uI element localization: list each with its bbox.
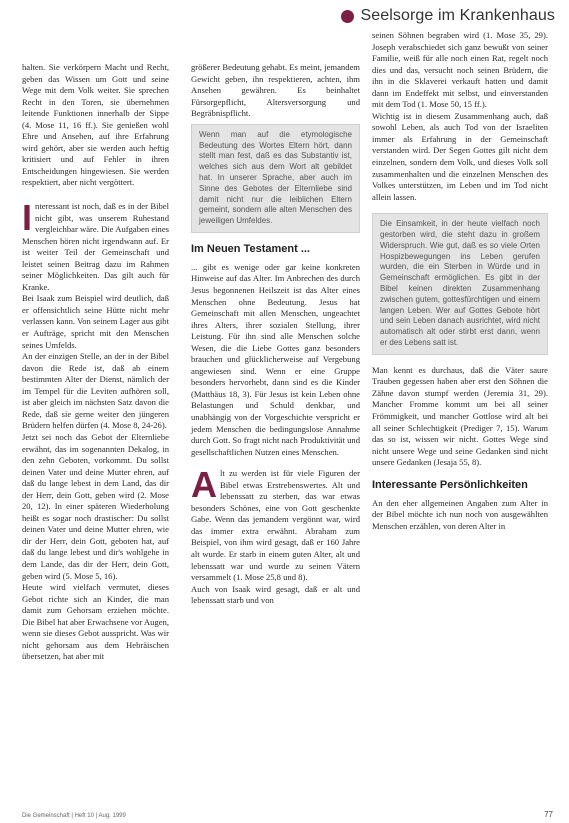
paragraph: halten. Sie verkörpern Macht und Recht, geben das Wissen um Gott und seine Wege mit dem Volk weiter. Sie sprechen Recht in den Toren, sie übernehmen leitende Funktionen innerhalb der Sippe (4. Mose 11, 16 ff.). Sie genießen wohl Ehre und Ansehen, auf ihre Erfahrung wird gehört, aber sie werden auch heftig kritisiert und auf Fehler in ihren Entscheidungen hingewiesen. Sie werden respektiert, aber nicht vergöttert. xyxy=(22,62,169,188)
section-title: Seelsorge im Krankenhaus xyxy=(360,7,555,24)
section-heading: Im Neuen Testament ... xyxy=(191,242,310,255)
paragraph: größerer Bedeutung gehabt. Es meint, jemandem Gewicht geben, ihn respektieren, achten, ihm Ansehen gewähren. Es beinhaltet Fürsorgepflicht, Altersversorgung und Begräbnispflicht. xyxy=(191,62,360,119)
paragraph: An der einzigen Stelle, an der in der Bibel davon die Rede ist, daß ab einem bestimmten Alter der Dienst, nämlich der im Tempel für die Leviten aufhören soll, ist aber gleich im nächsten Satz davon die Rede, daß sie gerne weiter den jüngeren Brüdern helfen dürfen (4. Mose 8, 24-26). xyxy=(22,351,169,431)
page-number: 77 xyxy=(544,810,553,819)
paragraph: ... gibt es wenige oder gar keine konkreten Hinweise auf das Alter. Im Anbrechen des durch Jesus begonnenen Heilszeit ist das Alter eines Menschen ohne Bedeutung. Jesus hat Gemeinschaft mit allen Menschen, ungeachtet ihres Alters, ihrer sozialen Stellung, ihrer Leistung. Für ihn sind alle Menschen solche Wesen, die die Liebe Gottes ganz besonders brauchen und glücklicherweise auf Vergebung angewiesen sind. Wenn er eine Gruppe besonders hervorhebt, dann sind es die Kinder (Matthäus 18, 3). Für Jesus ist kein Leben ohne Belastungen und Schuld denkbar, und unabhängig von der Vorgeschichte verspricht er jedem Menschen die bedingungslose Annahme durch Gott. So fragt nicht nach Produktivität und gesellschaftlichen Nutzen eines Menschen. xyxy=(191,261,360,457)
paragraph xyxy=(191,464,360,583)
section-dot-icon xyxy=(341,10,354,23)
drop-cap: I xyxy=(22,197,33,239)
paragraph-text: lt zu werden ist für viele Figuren der Bibel etwas Erstrebenswertes. Alt und lebenssatt zu sterben, das war etwas besonders Schönes, eine von Gott geschenkte Gabe. Wenn das jemandem vergönnt war, wird das immer extra erwähnt. Abraham zum Beispiel, von ihm wird gesagt, daß er 160 Jahre alt wurde. Er starb in einem guten Alter, alt und lebenssatt war und wurde zu seinen Vätern versammelt (1. Mose 25,8 und 8). xyxy=(191,468,360,583)
section-header xyxy=(341,4,555,28)
paragraph: Bei Isaak zum Beispiel wird deutlich, daß er offensichtlich seine Hütte nicht mehr verlassen kann. Von seinem Lager aus gibt er Aufträge, spricht mit den Menschen seines Umfelds. xyxy=(22,293,169,350)
text-column-1 xyxy=(22,62,169,663)
text-column-2 xyxy=(191,62,360,607)
footer-publication: Die Gemeinschaft | Heft 10 | Aug. 1999 xyxy=(22,813,126,819)
paragraph: Jetzt sei noch das Gebot der Elternliebe erwähnt, das im sogenannten Dekalog, in den zehn Geboten, vorkommt. Du sollst deinen Vater und deine Mutter ehren, auf daß du lange lebest in dem Land, das dir der Herr, dein Gott, geben wird (2. Mose 20, 12). In einer späteren Wiederholung heißt es sogar noch drastischer: Du sollst deinen Vater und deine Mutter ehren, wie dir der Herr, dein Gott, geboten hat, auf daß du lange lebest und dir's wohlgehe in dem Lande, das dir der Herr, dein Gott, geben wird (5. Mose 5, 16). xyxy=(22,431,169,581)
paragraph xyxy=(22,197,169,293)
paragraph: seinen Söhnen begraben wird (1. Mose 35, 29). Joseph verabschiedet sich ganz bewußt von seiner Familie, weiß für alle noch einen Rat, regelt noch dies und das, versucht noch seinen Brüdern, die ihn in die Sklaverei verkauft hatten und damit dann im Endeffekt mit selbst, und einverstanden mit dem Tod (1. Mose 50, 15 ff.). xyxy=(372,30,548,110)
paragraph-text: nteressant ist noch, daß es in der Bibel nicht gibt, was unserem Ruhestand vergleichbar wäre. Die Aufgaben eines Menschen hören nicht irgendwann auf. Er ist weiter Teil der Gemeinschaft und leistet seinen Beitrag dazu im Rahmen seiner Möglichkeiten. Das gilt auch für Kranke. xyxy=(22,201,169,292)
drop-cap: A xyxy=(191,464,217,506)
highlight-box: Wenn man auf die etymologische Bedeutung des Wortes Eltern hört, dann stellt man fest, daß es das Substantiv ist, welches sich aus dem Wort alt gebildet hat. In unserer Sprache, aber auch im Sinne des Gebotes der Elternliebe sind damit nicht nur die leiblichen Eltern gemeint, sondern alle alten Menschen des jeweiligen Umfeldes. xyxy=(191,124,360,233)
text-column-3 xyxy=(372,30,548,532)
section-heading: Interessante Persönlichkeiten xyxy=(372,478,528,491)
highlight-box: Die Einsamkeit, in der heute vielfach noch gestorben wird, die steht dazu in großem Widerspruch. Wie gut, daß es so viele Orten Hospizbewegungen ins Leben gerufen wurden, die ein Sterben in Würde und in Gemeinschaft ermöglichen. Es gibt in der Bibel keinen direkten Zusammenhang zwischen gutem, gottesfürchtigen und einem langen Leben. Wer auf Gottes Gebote hört und sein Leben danach ausrichtet, wird nicht automatisch alt oder stirbt erst dann, wenn er des Lebens satt ist. xyxy=(372,213,548,355)
paragraph: Wichtig ist in diesem Zusammenhang auch, daß sowohl Leben, als auch Tod von der Israeliten immer als Erfahrung in der Gemeinschaft verstanden wird. Der Segen Gottes gilt nicht dem einzelnen, sondern dem Volk, und dieses Volk soll zusammenhalten und die einzelnen Menschen des Volkes unterstützen, im Leben und im Tod nicht allein lassen. xyxy=(372,110,548,202)
paragraph: Heute wird vielfach vermutet, dieses Gebot richte sich an Kinder, die man damit zum Gehorsam erziehen möchte. Die Bibel hat aber Erwachsene vor Augen, wenn sie dieses Gebot ausspricht. Was wir nicht gehorsam aus dem Hebräischen übersetzen, hat aber mit xyxy=(22,582,169,662)
paragraph: Man kennt es durchaus, daß die Väter saure Trauben gegessen haben aber erst den Söhnen die Zähne davon stumpf werden (Jeremia 31, 29). Mancher Fromme kommt um bei all seiner Frömmigkeit, und mancher Gottlose wird alt bei all seiner Schlechtigkeit (Prediger 7, 15). Warum das so ist, wissen wir nicht. Gottes Wege sind nicht unsere Wege und seine Gedanken sind nicht unsere Gedanken (Jesaja 55, 8). xyxy=(372,364,548,468)
paragraph: Auch von Isaak wird gesagt, daß er alt und lebenssatt starb und von xyxy=(191,583,360,606)
paragraph: An den eher allgemeinen Angaben zum Alter in der Bibel möchte ich nun noch von ausgewählten Menschen erzählen, von deren Alter in xyxy=(372,497,548,531)
